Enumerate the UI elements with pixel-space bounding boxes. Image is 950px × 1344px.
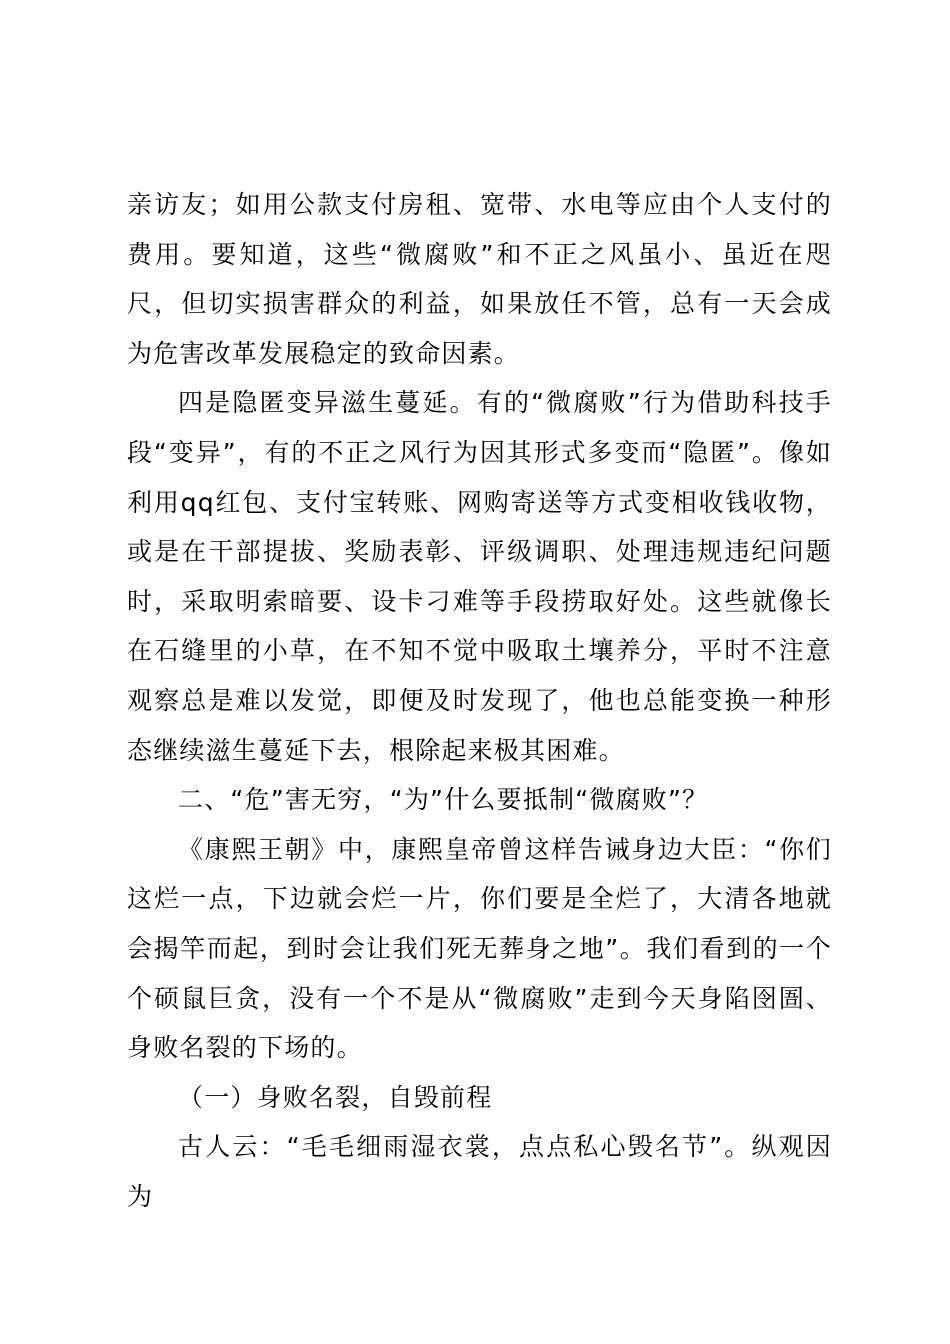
paragraph-continuation: 亲访友；如用公款支付房租、宽带、水电等应由个人支付的费用。要知道，这些“微腐败”和不正之风虽小、虽近在咫尺，但切实损害群众的利益，如果放任不管，总有一天会成为危害改革发展稳定的致命因素。 bbox=[127, 190, 832, 368]
document-body bbox=[127, 180, 832, 1221]
paragraph-kangxi-quote: 《康熙王朝》中，康熙皇帝曾这样告诫身边大臣：“你们这烂一点，下边就会烂一片，你们要是全烂了，大清各地就会揭竿而起，到时会让我们死无葬身之地”。我们看到的一个个硕鼠巨贪，没有一个不是从“微腐败”走到今天身陷囹圄、身败名裂的下场的。 bbox=[127, 834, 832, 1063]
section-heading-harm: 二、“危”害无穷，“为”什么要抵制“微腐败”？ bbox=[178, 785, 709, 815]
paragraph-ancient-saying: 古人云：“毛毛细雨湿衣裳，点点私心毁名节”。纵观因为 bbox=[127, 1132, 832, 1211]
subsection-heading-ruin: （一）身败名裂，自毁前程 bbox=[178, 1082, 493, 1112]
paragraph-hidden-variation: 四是隐匿变异滋生蔓延。有的“微腐败”行为借助科技手段“变异”，有的不正之风行为因其形式多变而“隐匿”。像如利用qq红包、支付宝转账、网购寄送等方式变相收钱收物，或是在干部提拔、奖励表彰、评级调职、处理违规违纪问题时，采取明索暗要、设卡刁难等手段捞取好处。这些就像长在石缝里的小草，在不知不觉中吸取土壤养分，平时不注意观察总是难以发觉，即便及时发现了，他也总能变换一种形态继续滋生蔓延下去，根除起来极其困难。 bbox=[127, 388, 832, 765]
